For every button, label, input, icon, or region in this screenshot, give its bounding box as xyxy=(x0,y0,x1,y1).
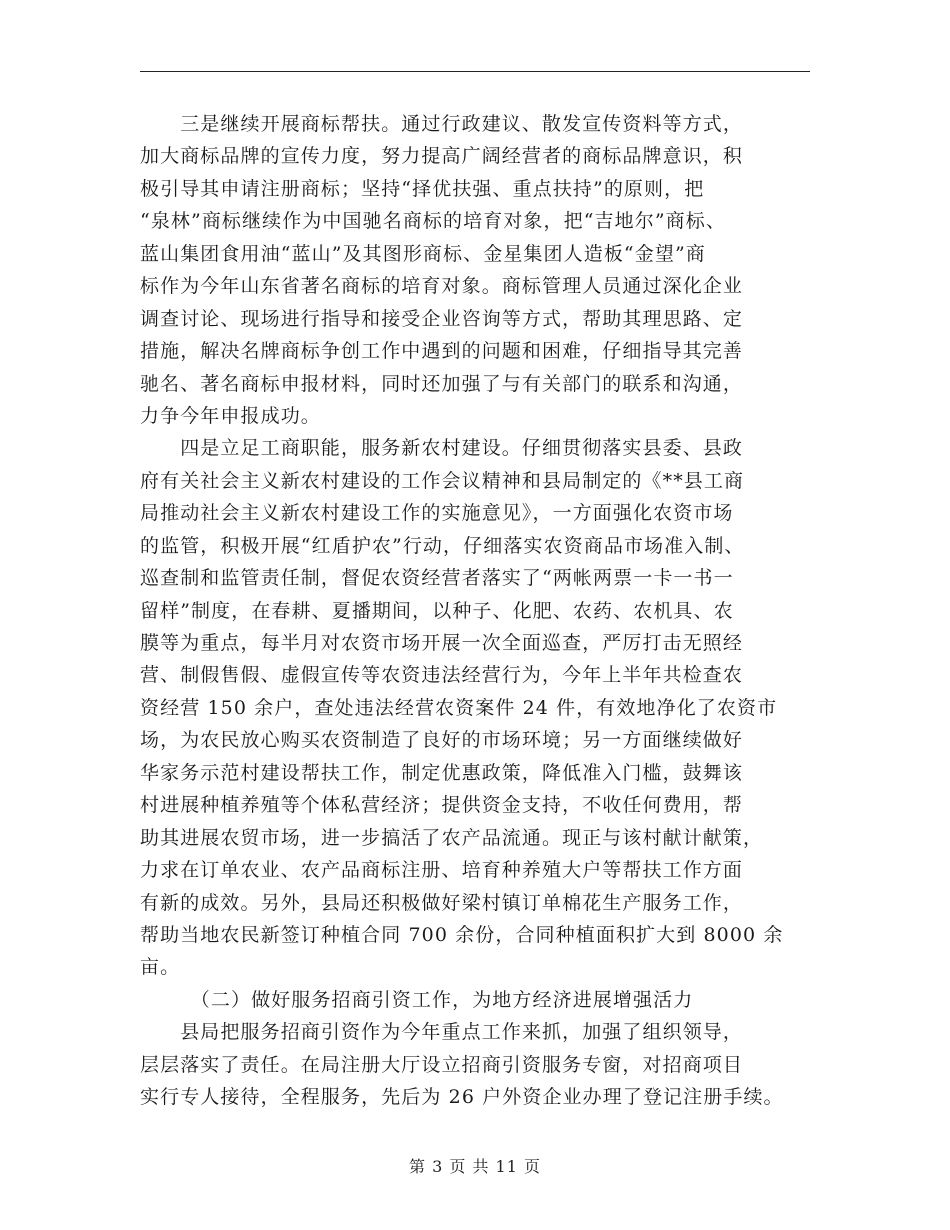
body-text xyxy=(140,108,820,1114)
text-line: 营、制假售假、虚假宣传等农资违法经营行为，今年上半年共检查农 xyxy=(140,664,744,687)
text-line: 局推动社会主义新农村建设工作的实施意见》，一方面强化农资市场 xyxy=(140,502,734,525)
text-line: 力求在订单农业、农产品商标注册、培育种养殖大户等帮扶工作方面 xyxy=(140,859,744,882)
page-number: 第 3 页 共 11 页 xyxy=(409,1157,541,1176)
text-line: 极引导其申请注册商标；坚持“择优扶强、重点扶持”的原则，把 xyxy=(140,177,705,200)
text-line: 的监管，积极开展“红盾护农”行动，仔细落实农资商品市场准入制、 xyxy=(140,534,745,557)
text-line: 资经营 150 余户，查处违法经营农资案件 24 件，有效地净化了农资市 xyxy=(140,696,778,719)
text-line: “泉林”商标继续作为中国驰名商标的培育对象，把“吉地尔”商标、 xyxy=(140,210,726,233)
text-line: 四是立足工商职能，服务新农村建设。仔细贯彻落实县委、县政 xyxy=(140,437,744,460)
text-line: 村进展种植养殖等个体私营经济；提供资金支持，不收任何费用，帮 xyxy=(140,794,744,817)
text-line: 措施，解决名牌商标争创工作中遇到的问题和困难，仔细指导其完善 xyxy=(140,340,744,363)
header-rule xyxy=(140,71,810,72)
text-line: 华家务示范村建设帮扶工作，制定优惠政策，降低准入门槛，鼓舞该 xyxy=(140,761,744,784)
text-line: 加大商标品牌的宣传力度，努力提高广阔经营者的商标品牌意识，积 xyxy=(140,145,744,168)
text-line: 层层落实了责任。在局注册大厅设立招商引资服务专窗，对招商项目 xyxy=(140,1053,744,1076)
text-line: 亩。 xyxy=(140,956,181,979)
text-line: 府有关社会主义新农村建设的工作会议精神和县局制定的《**县工商 xyxy=(140,469,745,492)
text-line: 巡查制和监管责任制，督促农资经营者落实了“两帐两票一卡一书一 xyxy=(140,567,734,590)
text-line: 助其进展农贸市场，进一步搞活了农产品流通。现正与该村献计献策， xyxy=(140,826,764,849)
text-line: 三是继续开展商标帮扶。通过行政建议、散发宣传资料等方式， xyxy=(140,113,744,135)
text-line: 有新的成效。另外，县局还积极做好梁村镇订单棉花生产服务工作， xyxy=(140,891,744,914)
text-line: 调查讨论、现场进行指导和接受企业咨询等方式，帮助其理思路、定 xyxy=(140,307,744,330)
text-line: 实行专人接待，全程服务，先后为 26 户外资企业办理了登记注册手续。 xyxy=(140,1086,784,1109)
text-line: 膜等为重点，每半月对农资市场开展一次全面巡查，严厉打击无照经 xyxy=(140,632,744,654)
text-line: 标作为今年山东省著名商标的培育对象。商标管理人员通过深化企业 xyxy=(140,275,744,298)
text-line: 力争今年申报成功。 xyxy=(140,404,321,427)
section-heading: （二）做好服务招商引资工作，为地方经济进展增强活力 xyxy=(140,988,694,1011)
text-line: 蓝山集团食用油“蓝山”及其图形商标、金星集团人造板“金望”商 xyxy=(140,242,706,265)
text-line: 县局把服务招商引资作为今年重点工作来抓，加强了组织领导， xyxy=(140,1021,744,1044)
text-line: 场，为农民放心购买农资制造了良好的市场环境；另一方面继续做好 xyxy=(140,729,744,752)
text-line: 帮助当地农民新签订种植合同 700 余份，合同种植面积扩大到 8000 余 xyxy=(140,923,784,946)
text-line: 留样”制度，在春耕、夏播期间，以种子、化肥、农药、农机具、农 xyxy=(140,599,734,622)
text-line: 驰名、著名商标申报材料，同时还加强了与有关部门的联系和沟通， xyxy=(140,372,744,395)
